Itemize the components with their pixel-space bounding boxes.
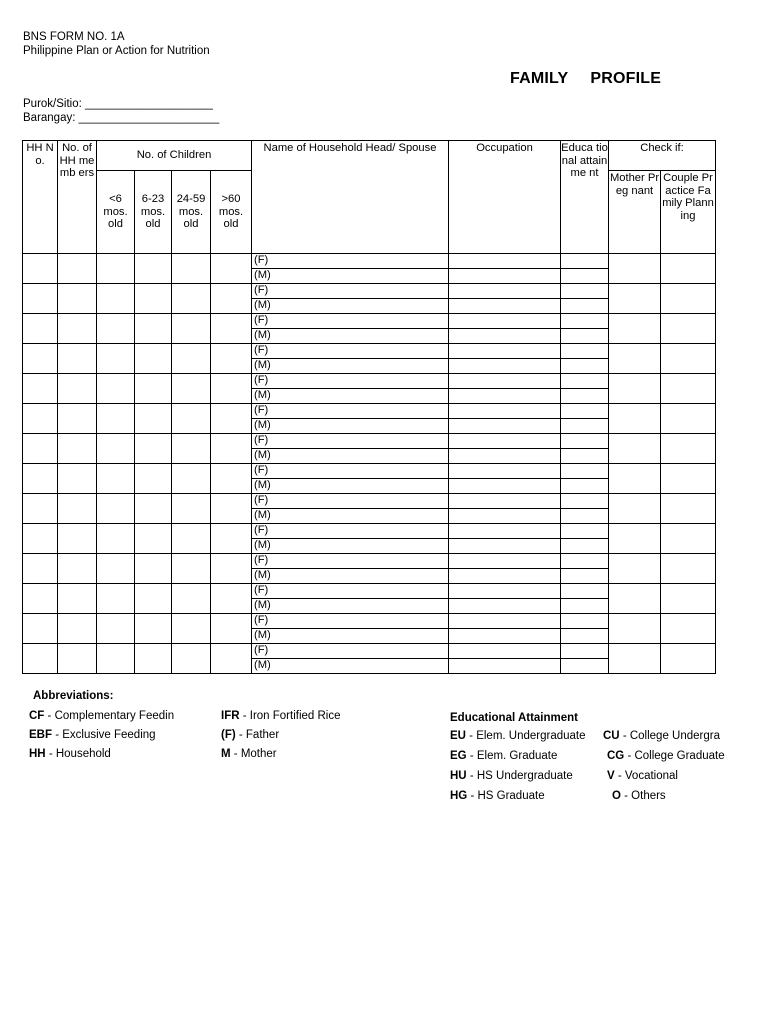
barangay-field: Barangay: ______________________ [23, 112, 220, 124]
couple-fp-cell[interactable] [661, 434, 716, 464]
mother-name-cell[interactable]: (M) [252, 419, 449, 434]
mother-name-cell[interactable]: (M) [252, 629, 449, 644]
child-gt60-cell[interactable] [211, 254, 252, 284]
child-24-59-cell[interactable] [172, 464, 211, 494]
title-word-family: FAMILY [510, 70, 569, 87]
occupation-father-cell[interactable] [449, 434, 561, 449]
education-father-cell[interactable] [561, 614, 609, 629]
form-number: BNS FORM NO. 1A [23, 31, 125, 43]
child-6-23-cell[interactable] [135, 524, 172, 554]
father-name-cell[interactable]: (F) [252, 464, 449, 479]
education-mother-cell[interactable] [561, 269, 609, 284]
child-24-59-cell[interactable] [172, 554, 211, 584]
couple-fp-header: Couple Practice Family Planning [661, 171, 716, 254]
child-lt6-cell[interactable] [97, 494, 135, 524]
education-father-cell[interactable] [561, 554, 609, 569]
child-lt6-cell[interactable] [97, 284, 135, 314]
child-gt60-cell[interactable] [211, 434, 252, 464]
occupation-header: Occupation [449, 141, 561, 254]
child-lt6-cell[interactable] [97, 314, 135, 344]
members-header: No. of HH memb ers [58, 141, 97, 254]
household-row [23, 464, 716, 479]
household-row [23, 554, 716, 569]
mother-pregnant-cell[interactable] [609, 464, 661, 494]
education-father-cell[interactable] [561, 314, 609, 329]
child-24-59-cell[interactable] [172, 614, 211, 644]
father-name-cell[interactable]: (F) [252, 494, 449, 509]
child-col-gt60: >60 mos. old [211, 171, 252, 254]
child-24-59-cell[interactable] [172, 494, 211, 524]
abbr-item: IFR - Iron Fortified Rice [221, 710, 341, 722]
child-col-6-23: 6-23 mos. old [135, 171, 172, 254]
child-lt6-cell[interactable] [97, 584, 135, 614]
education-mother-cell[interactable] [561, 359, 609, 374]
mother-pregnant-cell[interactable] [609, 644, 661, 674]
household-row [23, 404, 716, 419]
occupation-mother-cell[interactable] [449, 569, 561, 584]
mother-name-cell[interactable]: (M) [252, 479, 449, 494]
education-mother-cell[interactable] [561, 629, 609, 644]
members-cell[interactable] [58, 614, 97, 644]
child-gt60-cell[interactable] [211, 614, 252, 644]
hh-no-cell[interactable] [23, 254, 58, 284]
mother-pregnant-cell[interactable] [609, 524, 661, 554]
hh-no-header: HH No. [23, 141, 58, 254]
child-24-59-cell[interactable] [172, 644, 211, 674]
child-lt6-cell[interactable] [97, 464, 135, 494]
occupation-mother-cell[interactable] [449, 449, 561, 464]
household-row [23, 494, 716, 509]
child-6-23-cell[interactable] [135, 344, 172, 374]
edu-item: HU - HS Undergraduate [450, 770, 573, 782]
couple-fp-cell[interactable] [661, 494, 716, 524]
occupation-mother-cell[interactable] [449, 299, 561, 314]
mother-pregnant-cell[interactable] [609, 314, 661, 344]
title-word-profile: PROFILE [590, 70, 662, 87]
couple-fp-cell[interactable] [661, 254, 716, 284]
child-6-23-cell[interactable] [135, 644, 172, 674]
household-row [23, 254, 716, 269]
edu-item: EU - Elem. Undergraduate [450, 730, 586, 742]
members-cell[interactable] [58, 644, 97, 674]
education-mother-cell[interactable] [561, 449, 609, 464]
mother-pregnant-header: Mother Preg nant [609, 171, 661, 254]
occupation-father-cell[interactable] [449, 464, 561, 479]
father-name-cell[interactable]: (F) [252, 524, 449, 539]
edu-item: HG - HS Graduate [450, 790, 545, 802]
check-if-header: Check if: [609, 141, 716, 171]
education-father-cell[interactable] [561, 464, 609, 479]
occupation-father-cell[interactable] [449, 404, 561, 419]
plan-name: Philippine Plan or Action for Nutrition [23, 45, 210, 57]
occupation-father-cell[interactable] [449, 584, 561, 599]
education-header: Educa tional attainme nt [561, 141, 609, 254]
hh-no-cell[interactable] [23, 494, 58, 524]
child-6-23-cell[interactable] [135, 494, 172, 524]
members-cell[interactable] [58, 344, 97, 374]
household-row [23, 584, 716, 599]
father-name-cell[interactable]: (F) [252, 554, 449, 569]
child-24-59-cell[interactable] [172, 254, 211, 284]
education-father-cell[interactable] [561, 374, 609, 389]
hh-no-cell[interactable] [23, 584, 58, 614]
child-24-59-cell[interactable] [172, 434, 211, 464]
edu-item: EG - Elem. Graduate [450, 750, 558, 762]
members-cell[interactable] [58, 464, 97, 494]
household-row [23, 434, 716, 449]
household-row [23, 644, 716, 659]
father-name-cell[interactable]: (F) [252, 584, 449, 599]
abbr-item: M - Mother [221, 748, 277, 760]
father-name-cell[interactable]: (F) [252, 254, 449, 269]
child-col-lt6: <6 mos. old [97, 171, 135, 254]
education-father-cell[interactable] [561, 644, 609, 659]
education-heading: Educational Attainment [450, 712, 578, 724]
hh-no-cell[interactable] [23, 524, 58, 554]
edu-item: V - Vocational [607, 770, 678, 782]
child-6-23-cell[interactable] [135, 464, 172, 494]
child-24-59-cell[interactable] [172, 314, 211, 344]
child-6-23-cell[interactable] [135, 374, 172, 404]
education-mother-cell[interactable] [561, 419, 609, 434]
hh-no-cell[interactable] [23, 434, 58, 464]
members-cell[interactable] [58, 254, 97, 284]
child-6-23-cell[interactable] [135, 584, 172, 614]
members-cell[interactable] [58, 314, 97, 344]
members-cell[interactable] [58, 494, 97, 524]
members-cell[interactable] [58, 374, 97, 404]
purok-field: Purok/Sitio: ____________________ [23, 98, 213, 110]
father-name-cell[interactable]: (F) [252, 284, 449, 299]
household-row [23, 314, 716, 329]
mother-name-cell[interactable]: (M) [252, 509, 449, 524]
abbreviations-heading: Abbreviations: [33, 690, 114, 702]
child-24-59-cell[interactable] [172, 524, 211, 554]
child-6-23-cell[interactable] [135, 554, 172, 584]
education-mother-cell[interactable] [561, 599, 609, 614]
child-6-23-cell[interactable] [135, 434, 172, 464]
hh-no-cell[interactable] [23, 374, 58, 404]
child-gt60-cell[interactable] [211, 374, 252, 404]
mother-name-cell[interactable]: (M) [252, 359, 449, 374]
mother-name-cell[interactable]: (M) [252, 299, 449, 314]
child-6-23-cell[interactable] [135, 614, 172, 644]
child-24-59-cell[interactable] [172, 404, 211, 434]
education-mother-cell[interactable] [561, 479, 609, 494]
education-father-cell[interactable] [561, 254, 609, 269]
child-6-23-cell[interactable] [135, 254, 172, 284]
mother-name-cell[interactable]: (M) [252, 389, 449, 404]
education-mother-cell[interactable] [561, 389, 609, 404]
child-lt6-cell[interactable] [97, 434, 135, 464]
children-header: No. of Children [97, 141, 252, 171]
child-gt60-cell[interactable] [211, 494, 252, 524]
mother-pregnant-cell[interactable] [609, 284, 661, 314]
abbr-item: (F) - Father [221, 729, 280, 741]
mother-pregnant-cell[interactable] [609, 554, 661, 584]
occupation-father-cell[interactable] [449, 314, 561, 329]
occupation-mother-cell[interactable] [449, 269, 561, 284]
child-gt60-cell[interactable] [211, 584, 252, 614]
name-header: Name of Household Head/ Spouse [252, 141, 449, 254]
family-profile-table [22, 140, 716, 674]
mother-pregnant-cell[interactable] [609, 254, 661, 284]
couple-fp-cell[interactable] [661, 614, 716, 644]
couple-fp-cell[interactable] [661, 554, 716, 584]
mother-name-cell[interactable]: (M) [252, 269, 449, 284]
couple-fp-cell[interactable] [661, 644, 716, 674]
child-lt6-cell[interactable] [97, 374, 135, 404]
child-lt6-cell[interactable] [97, 554, 135, 584]
couple-fp-cell[interactable] [661, 314, 716, 344]
mother-pregnant-cell[interactable] [609, 584, 661, 614]
occupation-father-cell[interactable] [449, 614, 561, 629]
header-row-1 [23, 141, 716, 171]
edu-item: CU - College Undergra [603, 730, 720, 742]
father-name-cell[interactable]: (F) [252, 614, 449, 629]
couple-fp-cell[interactable] [661, 584, 716, 614]
child-lt6-cell[interactable] [97, 644, 135, 674]
father-name-cell[interactable]: (F) [252, 374, 449, 389]
household-row [23, 614, 716, 629]
child-6-23-cell[interactable] [135, 284, 172, 314]
occupation-father-cell[interactable] [449, 494, 561, 509]
child-gt60-cell[interactable] [211, 554, 252, 584]
couple-fp-cell[interactable] [661, 284, 716, 314]
education-mother-cell[interactable] [561, 659, 609, 674]
child-lt6-cell[interactable] [97, 524, 135, 554]
occupation-mother-cell[interactable] [449, 479, 561, 494]
child-lt6-cell[interactable] [97, 254, 135, 284]
education-mother-cell[interactable] [561, 329, 609, 344]
child-col-24-59: 24-59 mos. old [172, 171, 211, 254]
mother-pregnant-cell[interactable] [609, 434, 661, 464]
father-name-cell[interactable]: (F) [252, 314, 449, 329]
members-cell[interactable] [58, 584, 97, 614]
hh-no-cell[interactable] [23, 314, 58, 344]
hh-no-cell[interactable] [23, 554, 58, 584]
father-name-cell[interactable]: (F) [252, 404, 449, 419]
couple-fp-cell[interactable] [661, 524, 716, 554]
child-gt60-cell[interactable] [211, 314, 252, 344]
occupation-mother-cell[interactable] [449, 389, 561, 404]
child-24-59-cell[interactable] [172, 584, 211, 614]
occupation-father-cell[interactable] [449, 374, 561, 389]
education-father-cell[interactable] [561, 434, 609, 449]
edu-item: CG - College Graduate [607, 750, 725, 762]
couple-fp-cell[interactable] [661, 374, 716, 404]
education-father-cell[interactable] [561, 524, 609, 539]
edu-item: O - Others [612, 790, 666, 802]
hh-no-cell[interactable] [23, 644, 58, 674]
child-gt60-cell[interactable] [211, 524, 252, 554]
members-cell[interactable] [58, 524, 97, 554]
child-gt60-cell[interactable] [211, 344, 252, 374]
occupation-mother-cell[interactable] [449, 599, 561, 614]
abbr-item: HH - Household [29, 748, 111, 760]
education-mother-cell[interactable] [561, 539, 609, 554]
child-6-23-cell[interactable] [135, 404, 172, 434]
education-mother-cell[interactable] [561, 509, 609, 524]
father-name-cell[interactable]: (F) [252, 644, 449, 659]
occupation-mother-cell[interactable] [449, 539, 561, 554]
hh-no-cell[interactable] [23, 614, 58, 644]
hh-no-cell[interactable] [23, 344, 58, 374]
education-father-cell[interactable] [561, 584, 609, 599]
members-cell[interactable] [58, 404, 97, 434]
occupation-mother-cell[interactable] [449, 329, 561, 344]
child-lt6-cell[interactable] [97, 614, 135, 644]
child-24-59-cell[interactable] [172, 344, 211, 374]
child-lt6-cell[interactable] [97, 404, 135, 434]
occupation-father-cell[interactable] [449, 524, 561, 539]
education-mother-cell[interactable] [561, 569, 609, 584]
occupation-father-cell[interactable] [449, 644, 561, 659]
mother-pregnant-cell[interactable] [609, 494, 661, 524]
household-row [23, 374, 716, 389]
child-6-23-cell[interactable] [135, 314, 172, 344]
occupation-mother-cell[interactable] [449, 659, 561, 674]
mother-name-cell[interactable]: (M) [252, 539, 449, 554]
household-row [23, 524, 716, 539]
mother-pregnant-cell[interactable] [609, 374, 661, 404]
education-father-cell[interactable] [561, 494, 609, 509]
abbr-item: EBF - Exclusive Feeding [29, 729, 156, 741]
mother-name-cell[interactable]: (M) [252, 329, 449, 344]
occupation-father-cell[interactable] [449, 284, 561, 299]
child-gt60-cell[interactable] [211, 464, 252, 494]
education-father-cell[interactable] [561, 404, 609, 419]
education-father-cell[interactable] [561, 284, 609, 299]
hh-no-cell[interactable] [23, 464, 58, 494]
occupation-mother-cell[interactable] [449, 629, 561, 644]
mother-pregnant-cell[interactable] [609, 344, 661, 374]
mother-name-cell[interactable]: (M) [252, 599, 449, 614]
child-gt60-cell[interactable] [211, 404, 252, 434]
abbr-item: CF - Complementary Feedin [29, 710, 175, 722]
members-cell[interactable] [58, 284, 97, 314]
couple-fp-cell[interactable] [661, 464, 716, 494]
page-title [510, 70, 661, 88]
occupation-mother-cell[interactable] [449, 509, 561, 524]
child-24-59-cell[interactable] [172, 284, 211, 314]
hh-no-cell[interactable] [23, 284, 58, 314]
child-gt60-cell[interactable] [211, 284, 252, 314]
child-lt6-cell[interactable] [97, 344, 135, 374]
members-cell[interactable] [58, 554, 97, 584]
education-father-cell[interactable] [561, 344, 609, 359]
mother-name-cell[interactable]: (M) [252, 659, 449, 674]
members-cell[interactable] [58, 434, 97, 464]
education-mother-cell[interactable] [561, 299, 609, 314]
occupation-father-cell[interactable] [449, 554, 561, 569]
child-24-59-cell[interactable] [172, 374, 211, 404]
occupation-mother-cell[interactable] [449, 359, 561, 374]
mother-name-cell[interactable]: (M) [252, 449, 449, 464]
mother-pregnant-cell[interactable] [609, 614, 661, 644]
household-row [23, 284, 716, 299]
household-row [23, 344, 716, 359]
father-name-cell[interactable]: (F) [252, 344, 449, 359]
hh-no-cell[interactable] [23, 404, 58, 434]
mother-pregnant-cell[interactable] [609, 404, 661, 434]
occupation-mother-cell[interactable] [449, 419, 561, 434]
child-gt60-cell[interactable] [211, 644, 252, 674]
mother-name-cell[interactable]: (M) [252, 569, 449, 584]
occupation-father-cell[interactable] [449, 344, 561, 359]
occupation-father-cell[interactable] [449, 254, 561, 269]
couple-fp-cell[interactable] [661, 344, 716, 374]
father-name-cell[interactable]: (F) [252, 434, 449, 449]
couple-fp-cell[interactable] [661, 404, 716, 434]
